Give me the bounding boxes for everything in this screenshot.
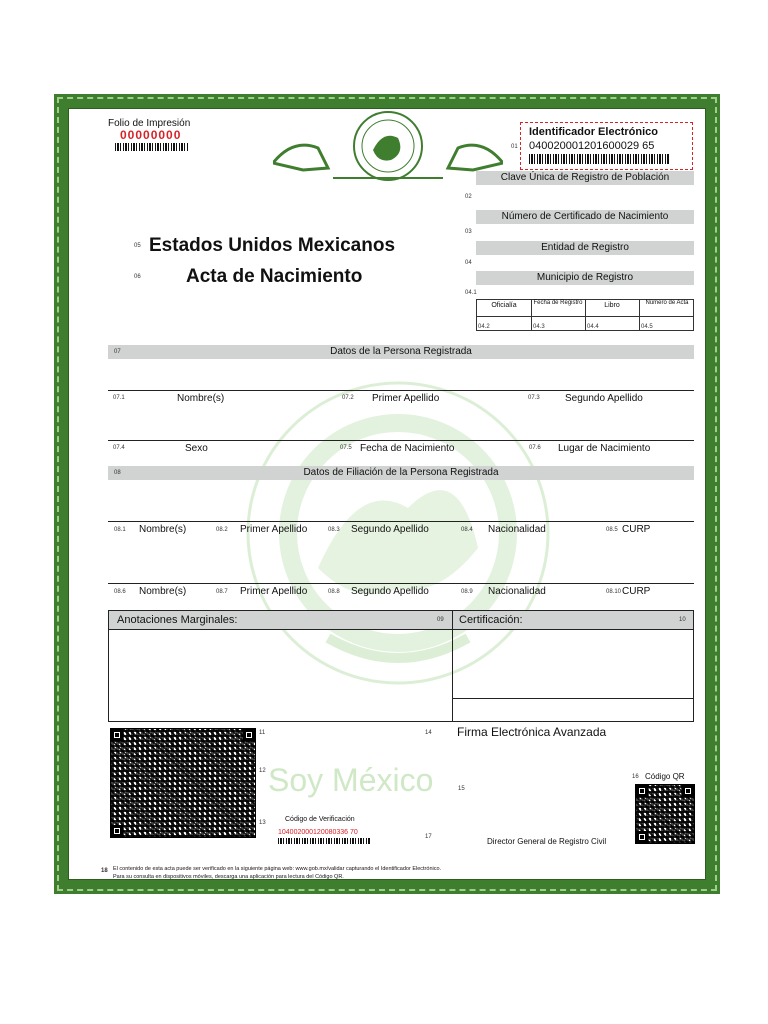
identificador-box xyxy=(520,122,693,170)
num-18: 18 xyxy=(101,868,108,874)
qr-code-small xyxy=(635,784,695,844)
identificador-barcode xyxy=(529,154,669,164)
identificador-value: 040020001201600029 65 xyxy=(529,140,655,152)
document-num: 06 xyxy=(134,274,141,280)
filiacion-r1-apellido1: Primer Apellido xyxy=(240,524,308,535)
folio-value: 00000000 xyxy=(120,128,182,142)
certificado-num: 03 xyxy=(465,229,472,235)
filiacion-r2-num-1: 08.6 xyxy=(114,589,126,595)
folio-label: Folio de Impresión xyxy=(108,118,191,129)
filiacion-r2-nacionalidad: Nacionalidad xyxy=(488,586,546,597)
certificacion-num: 10 xyxy=(679,617,686,623)
registro-header-fecha: Fecha de Registro xyxy=(533,300,583,306)
codigo-qr-label: Código QR xyxy=(645,772,685,781)
filiacion-r1-num-5: 08.5 xyxy=(606,527,618,533)
num-11: 11 xyxy=(259,730,266,736)
codigo-verif-value: 104002000120080336 70 xyxy=(278,829,358,836)
num-15: 15 xyxy=(458,786,465,792)
certificacion-label: Certificación: xyxy=(459,614,523,626)
registro-header-libro: Libro xyxy=(604,302,620,309)
persona-sexo-label: Sexo xyxy=(185,443,208,454)
filiacion-r2-apellido2: Segundo Apellido xyxy=(351,586,429,597)
country-title: Estados Unidos Mexicanos xyxy=(149,235,396,256)
registro-num-fecha: 04.3 xyxy=(533,324,545,330)
codigo-verif-barcode xyxy=(278,838,370,844)
filiacion-r2-curp: CURP xyxy=(622,586,651,597)
filiacion-r2-nombre: Nombre(s) xyxy=(139,586,187,597)
country-num: 05 xyxy=(134,243,141,249)
anotaciones-num: 09 xyxy=(437,617,444,623)
filiacion-num: 08 xyxy=(114,470,121,476)
anotaciones-label: Anotaciones Marginales: xyxy=(117,614,238,626)
qr-code-large xyxy=(110,728,256,838)
persona-r1-num-1: 07.1 xyxy=(113,395,125,401)
filiacion-r2-num-5: 08.10 xyxy=(606,589,622,595)
filiacion-r1-num-4: 08.4 xyxy=(461,527,473,533)
curp-num: 02 xyxy=(465,194,472,200)
filiacion-r1-num-1: 08.1 xyxy=(114,527,126,533)
identificador-num: 01 xyxy=(511,144,518,150)
registro-num-oficialia: 04.2 xyxy=(478,324,490,330)
filiacion-r1-curp: CURP xyxy=(622,524,651,535)
filiacion-r2-num-3: 08.8 xyxy=(328,589,340,595)
filiacion-r2-num-2: 08.7 xyxy=(216,589,228,595)
persona-r1-num-2: 07.2 xyxy=(342,395,354,401)
filiacion-r1-nombre: Nombre(s) xyxy=(139,524,187,535)
persona-apellido1-label: Primer Apellido xyxy=(372,393,440,404)
document-frame xyxy=(54,94,720,894)
footer-line-2: Para su consulta en dispositivos móviles, descarga una aplicación para lectura del Código QR. xyxy=(113,874,344,880)
persona-lugar-label: Lugar de Nacimiento xyxy=(558,443,651,454)
num-14: 14 xyxy=(425,730,432,736)
certificado-bar: Número de Certificado de Nacimiento xyxy=(476,210,694,224)
persona-r2-num-1: 07.4 xyxy=(113,445,125,451)
num-16: 16 xyxy=(632,774,639,780)
document-title: Acta de Nacimiento xyxy=(186,266,363,287)
filiacion-r1-num-3: 08.3 xyxy=(328,527,340,533)
registro-table xyxy=(476,299,694,331)
firma-label: Firma Electrónica Avanzada xyxy=(457,725,607,739)
entidad-bar: Entidad de Registro xyxy=(476,241,694,255)
persona-header: Datos de la Persona Registrada xyxy=(108,345,694,359)
persona-apellido2-label: Segundo Apellido xyxy=(565,393,643,404)
curp-bar: Clave Única de Registro de Población xyxy=(476,171,694,185)
soy-mexico-watermark: Soy México xyxy=(268,762,434,798)
director-label: Director General de Registro Civil xyxy=(487,837,607,846)
persona-r2-num-3: 07.6 xyxy=(529,445,541,451)
document-body xyxy=(68,108,706,880)
folio-barcode xyxy=(115,143,189,151)
filiacion-r1-apellido2: Segundo Apellido xyxy=(351,524,429,535)
footer-line-1: El contenido de esta acta puede ser verificado en la siguiente página web: www.gob.mx/validar capturando el Identificador Electrónico. xyxy=(113,866,442,872)
municipio-num: 04.1 xyxy=(465,290,477,296)
codigo-verif-label: Código de Verificación xyxy=(285,816,355,823)
num-13: 13 xyxy=(259,820,266,826)
registro-num-libro: 04.4 xyxy=(587,324,599,330)
coat-of-arms-icon xyxy=(273,108,503,188)
registro-num-acta: 04.5 xyxy=(641,324,653,330)
identificador-label: Identificador Electrónico xyxy=(529,126,658,138)
municipio-bar: Municipio de Registro xyxy=(476,271,694,285)
persona-nombre-label: Nombre(s) xyxy=(177,393,225,404)
persona-r2-num-2: 07.5 xyxy=(340,445,352,451)
persona-fecha-label: Fecha de Nacimiento xyxy=(360,443,455,454)
registro-header-acta: Número de Acta xyxy=(645,300,689,306)
num-17: 17 xyxy=(425,834,432,840)
filiacion-r2-apellido1: Primer Apellido xyxy=(240,586,308,597)
persona-num: 07 xyxy=(114,349,121,355)
num-12: 12 xyxy=(259,768,266,774)
filiacion-r1-nacionalidad: Nacionalidad xyxy=(488,524,546,535)
entidad-num: 04 xyxy=(465,260,472,266)
registro-header-oficialia: Oficialía xyxy=(491,302,517,309)
marginal-boxes xyxy=(108,610,694,722)
filiacion-r2-num-4: 08.9 xyxy=(461,589,473,595)
filiacion-r1-num-2: 08.2 xyxy=(216,527,228,533)
persona-r1-num-3: 07.3 xyxy=(528,395,540,401)
filiacion-header: Datos de Filiación de la Persona Registrada xyxy=(108,466,694,480)
